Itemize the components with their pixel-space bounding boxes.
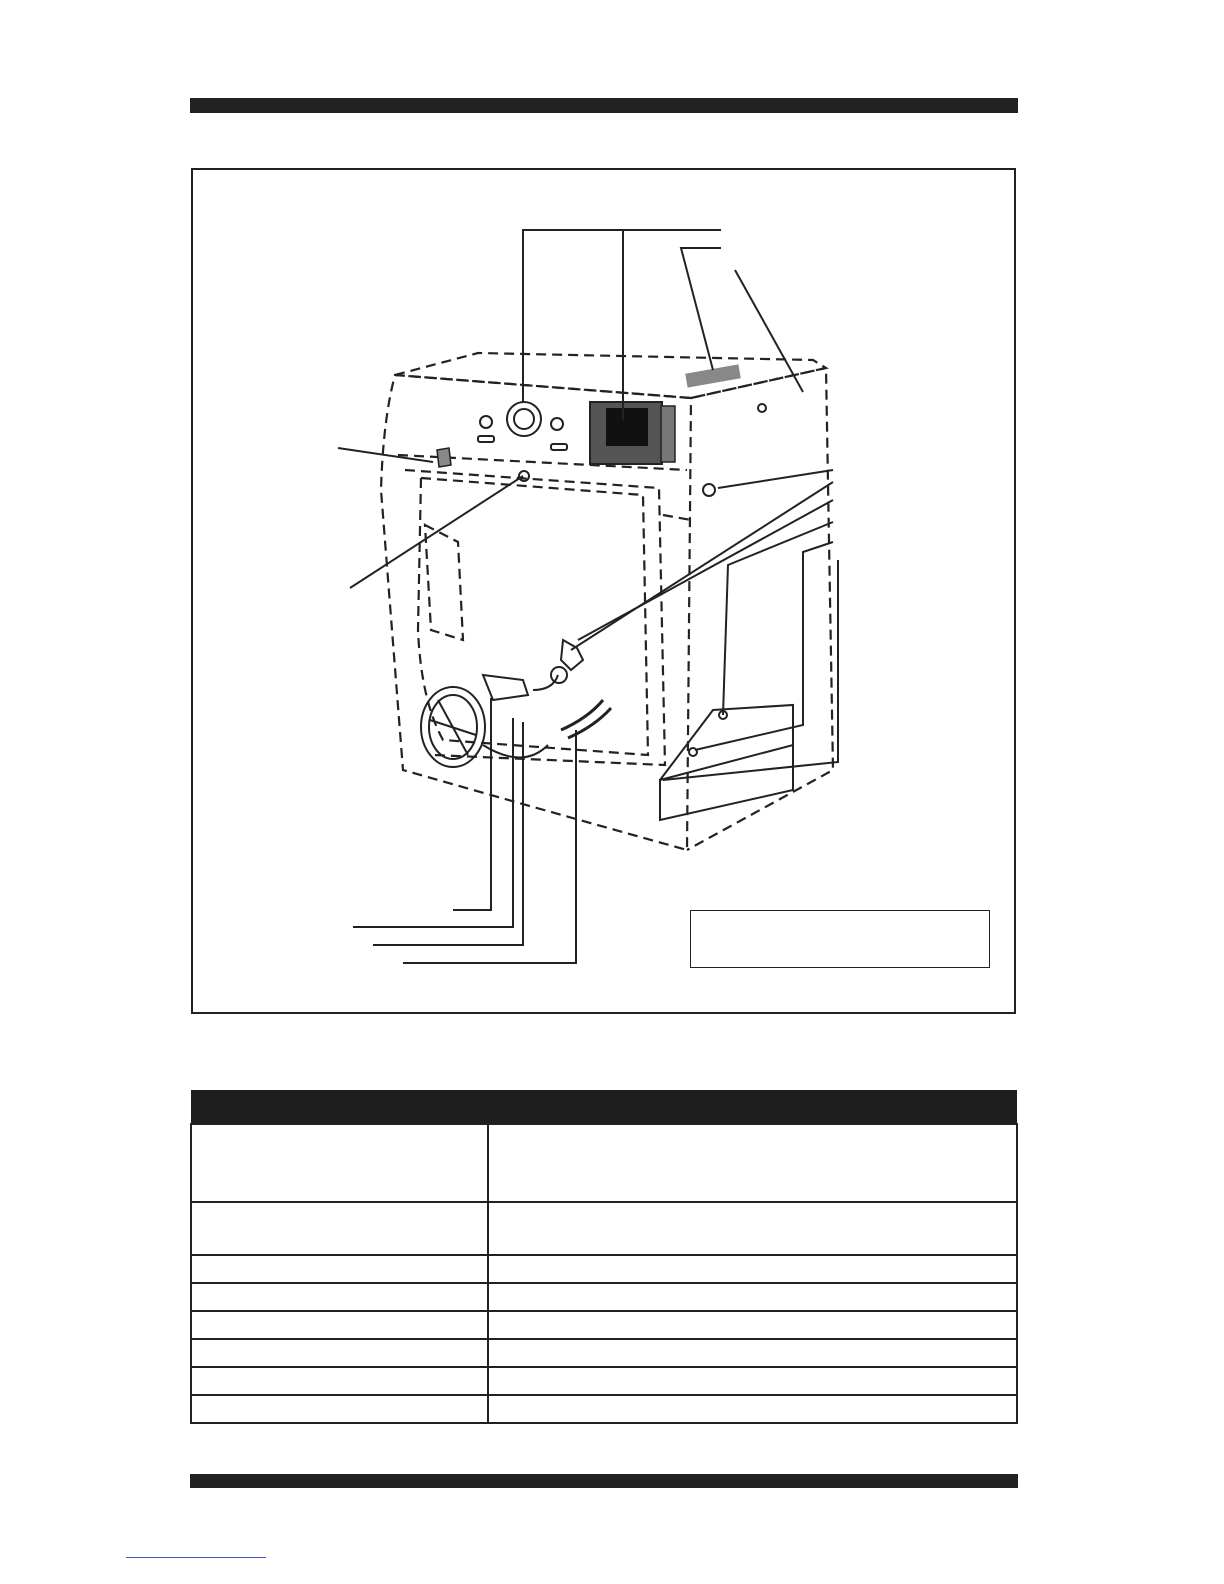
callout-lines — [338, 230, 838, 963]
table-cell — [488, 1283, 1017, 1311]
table-row — [191, 1124, 1017, 1202]
table-cell — [191, 1283, 488, 1311]
table-cell — [191, 1124, 488, 1202]
table-row — [191, 1311, 1017, 1339]
dryer-diagram-frame — [191, 168, 1016, 1014]
indicator-light-icon — [551, 418, 563, 430]
table-cell — [488, 1202, 1017, 1255]
table-cell — [191, 1255, 488, 1283]
blower-assembly — [421, 667, 567, 767]
top-screw-icon — [758, 404, 766, 412]
table-row — [191, 1202, 1017, 1255]
footer-link-underline — [126, 1557, 266, 1558]
table-cell — [488, 1124, 1017, 1202]
cycle-knob-icon — [507, 402, 541, 436]
side-screw-icon — [703, 484, 715, 496]
table-row — [191, 1367, 1017, 1395]
table-cell — [488, 1255, 1017, 1283]
table-cell — [488, 1339, 1017, 1367]
table-row — [191, 1339, 1017, 1367]
table-row — [191, 1255, 1017, 1283]
display-panel — [590, 402, 675, 464]
parts-table — [190, 1090, 1018, 1424]
table-cell — [191, 1339, 488, 1367]
table-header-row — [191, 1090, 1017, 1124]
diagram-note-box — [690, 910, 990, 968]
dryer-diagram — [193, 170, 1018, 1016]
control-panel — [478, 402, 567, 450]
table-cell — [191, 1311, 488, 1339]
footer-rule — [190, 1474, 1018, 1488]
table-cell — [191, 1367, 488, 1395]
table-cell — [488, 1367, 1017, 1395]
table-header-cell — [191, 1090, 488, 1124]
door-latch-icon — [437, 448, 451, 467]
indicator-light-icon — [480, 416, 492, 428]
table-cell — [191, 1202, 488, 1255]
header-rule — [190, 98, 1018, 113]
table-header-cell — [488, 1090, 1017, 1124]
table-cell — [191, 1395, 488, 1423]
table-row — [191, 1395, 1017, 1423]
table-cell — [488, 1395, 1017, 1423]
heater-coil-icon — [561, 700, 611, 738]
table-cell — [488, 1311, 1017, 1339]
table-row — [191, 1283, 1017, 1311]
